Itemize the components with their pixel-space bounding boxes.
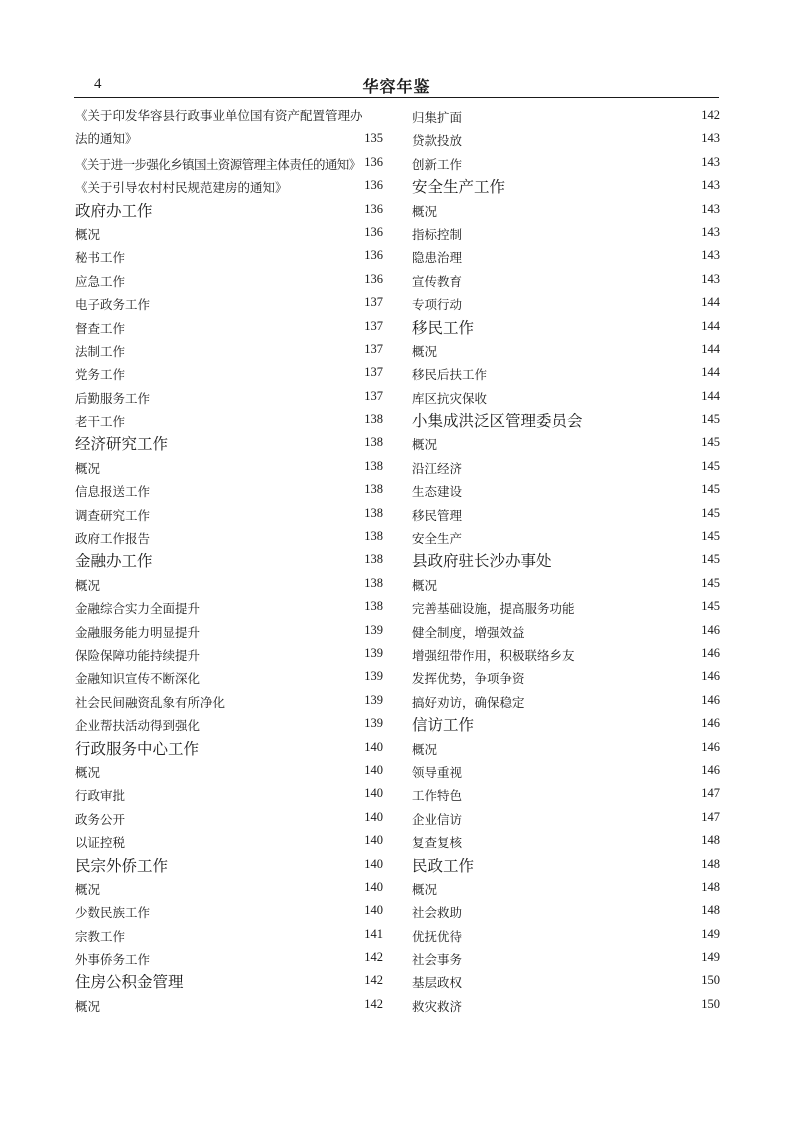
toc-entry-title: 沿江经济 xyxy=(412,460,463,476)
toc-entry-title: 概况 xyxy=(412,577,438,593)
toc-entry-title: 以证控税 xyxy=(75,835,126,851)
toc-entry xyxy=(412,782,720,805)
toc-entry-title: 专项行动 xyxy=(412,297,463,313)
toc-page-number: 147 xyxy=(701,786,720,801)
toc-entry xyxy=(412,595,720,618)
toc-page-number: 142 xyxy=(364,973,383,988)
toc-page-number: 143 xyxy=(701,224,720,239)
toc-page-number: 137 xyxy=(364,388,383,403)
toc-page-number: 138 xyxy=(364,599,383,614)
toc-page-number: 145 xyxy=(701,505,720,520)
toc-entry xyxy=(75,689,383,712)
toc-entry xyxy=(75,408,383,431)
toc-entry xyxy=(412,104,720,127)
toc-entry-title: 民宗外侨工作 xyxy=(75,856,169,875)
toc-entry-title: 社会民间融资乱象有所净化 xyxy=(75,694,226,710)
toc-entry xyxy=(412,291,720,314)
toc-entry xyxy=(75,244,383,267)
toc-entry xyxy=(412,268,720,291)
toc-entry xyxy=(75,899,383,922)
toc-entry xyxy=(75,174,383,197)
toc-page-number: 140 xyxy=(364,762,383,777)
toc-section-heading xyxy=(412,548,720,571)
toc-entry xyxy=(75,993,383,1016)
toc-page-number: 143 xyxy=(701,271,720,286)
toc-entry-title: 政务公开 xyxy=(75,811,126,827)
toc-entry xyxy=(412,759,720,782)
toc-section-heading xyxy=(75,548,383,571)
toc-entry xyxy=(412,385,720,408)
toc-entry-title: 概况 xyxy=(412,203,438,219)
toc-entry xyxy=(75,619,383,642)
toc-entry-title: 概况 xyxy=(75,881,101,897)
toc-page-number: 138 xyxy=(364,435,383,450)
toc-page-number: 144 xyxy=(701,341,720,356)
toc-entry xyxy=(75,455,383,478)
toc-entry xyxy=(75,782,383,805)
toc-entry-title: 概况 xyxy=(412,881,438,897)
toc-section-heading xyxy=(412,853,720,876)
page-header xyxy=(74,74,719,96)
toc-page-number: 138 xyxy=(364,529,383,544)
toc-page-number: 138 xyxy=(364,552,383,567)
toc-page-number: 145 xyxy=(701,482,720,497)
toc-entry-title: 发挥优势，争项争资 xyxy=(412,671,525,687)
toc-entry xyxy=(75,759,383,782)
toc-section-heading xyxy=(75,853,383,876)
toc-page-number: 140 xyxy=(364,856,383,871)
toc-page-number: 146 xyxy=(701,739,720,754)
toc-entry-title: 概况 xyxy=(75,460,101,476)
toc-entry xyxy=(412,689,720,712)
toc-page-number: 136 xyxy=(364,224,383,239)
toc-entry xyxy=(75,221,383,244)
toc-entry xyxy=(75,876,383,899)
toc-entry-title: 指标控制 xyxy=(412,226,463,242)
toc-entry-title: 后勤服务工作 xyxy=(75,390,151,406)
toc-entry xyxy=(412,665,720,688)
toc-entry-title: 保险保障功能持续提升 xyxy=(75,648,201,663)
toc-page-number: 135 xyxy=(364,131,383,145)
toc-entry-title: 民政工作 xyxy=(412,856,475,875)
toc-entry-title: 应急工作 xyxy=(75,273,126,289)
toc-page-number: 136 xyxy=(364,248,383,263)
toc-page-number: 140 xyxy=(364,786,383,801)
toc-page-number: 141 xyxy=(364,926,383,941)
toc-page-number: 145 xyxy=(701,458,720,473)
toc-page-number: 147 xyxy=(701,809,720,824)
toc-section-heading xyxy=(412,174,720,197)
toc-page-number: 144 xyxy=(701,388,720,403)
toc-entry xyxy=(412,642,720,665)
toc-page-number: 137 xyxy=(364,318,383,333)
toc-entry-title: 概况 xyxy=(75,577,101,593)
toc-page-number: 145 xyxy=(701,552,720,567)
toc-page-number: 137 xyxy=(364,365,383,380)
toc-page-number: 136 xyxy=(364,154,383,169)
toc-page-number: 148 xyxy=(701,833,720,848)
toc-entry xyxy=(412,969,720,992)
toc-page-number: 138 xyxy=(364,482,383,497)
toc-page-number: 140 xyxy=(364,739,383,754)
toc-entry-title: 金融办工作 xyxy=(75,552,153,571)
toc-entry-title: 老干工作 xyxy=(75,414,126,430)
toc-entry-title: 秘书工作 xyxy=(75,250,126,266)
toc-page-number: 137 xyxy=(364,295,383,310)
toc-page-number: 145 xyxy=(701,435,720,450)
toc-page-number: 138 xyxy=(364,458,383,473)
toc-page-number: 148 xyxy=(701,856,720,871)
toc-page-number: 139 xyxy=(364,716,383,731)
toc-page-number: 142 xyxy=(701,108,720,122)
toc-entry xyxy=(412,338,720,361)
toc-page-number: 148 xyxy=(701,903,720,918)
toc-entry xyxy=(412,198,720,221)
toc-entry-title: 政府工作报告 xyxy=(75,531,151,547)
toc-entry xyxy=(75,946,383,969)
toc-entry xyxy=(75,665,383,688)
toc-entry-title: 移民工作 xyxy=(412,318,475,337)
toc-entry-title: 党务工作 xyxy=(75,367,126,383)
toc-entry-title: 创新工作 xyxy=(412,156,463,172)
toc-entry-title: 概况 xyxy=(75,998,101,1014)
toc-entry xyxy=(75,291,383,314)
toc-entry-title: 救灾救济 xyxy=(412,998,463,1014)
toc-entry-title: 行政审批 xyxy=(75,788,126,804)
toc-page-number: 137 xyxy=(364,341,383,356)
toc-entry-title: 《关于进一步强化乡镇国土资源管理主体责任的通知》 xyxy=(75,156,361,172)
toc-entry xyxy=(75,595,383,618)
toc-page-number: 144 xyxy=(701,318,720,333)
toc-entry-title: 企业信访 xyxy=(412,811,463,827)
toc-section-heading xyxy=(75,431,383,454)
toc-entry xyxy=(75,806,383,829)
toc-entry-title: 概况 xyxy=(75,764,101,780)
toc-entry-title: 概况 xyxy=(412,741,438,757)
toc-entry-title: 外事侨务工作 xyxy=(75,952,151,968)
toc-page-number: 142 xyxy=(364,950,383,965)
toc-entry xyxy=(412,478,720,501)
toc-page-number: 145 xyxy=(701,575,720,590)
toc-entry-title: 宣传教育 xyxy=(412,273,463,289)
toc-entry-title: 少数民族工作 xyxy=(75,905,151,921)
toc-entry xyxy=(75,923,383,946)
toc-entry-title: 金融知识宣传不断深化 xyxy=(75,671,201,687)
toc-section-heading xyxy=(412,712,720,735)
toc-page-number: 140 xyxy=(364,833,383,848)
toc-page-number: 140 xyxy=(364,903,383,918)
toc-entry xyxy=(412,127,720,150)
toc-entry-title: 基层政权 xyxy=(412,975,463,991)
toc-entry-title: 搞好劝访，确保稳定 xyxy=(412,694,525,710)
toc-entry xyxy=(75,315,383,338)
toc-entry-title: 法制工作 xyxy=(75,343,126,359)
toc-entry-title: 企业帮扶活动得到强化 xyxy=(75,718,201,734)
toc-entry xyxy=(412,806,720,829)
toc-entry-title: 宗教工作 xyxy=(75,928,126,944)
toc-entry xyxy=(412,829,720,852)
toc-entry-title: 归集扩面 xyxy=(412,110,463,125)
toc-page-number: 143 xyxy=(701,201,720,216)
toc-entry-title: 《关于引导农村村民规范建房的通知》 xyxy=(75,180,288,196)
toc-entry-title: 社会事务 xyxy=(412,952,463,968)
toc-entry xyxy=(75,268,383,291)
toc-section-heading xyxy=(412,408,720,431)
toc-section-heading xyxy=(75,736,383,759)
toc-entry-title: 电子政务工作 xyxy=(75,297,151,313)
toc-page-number: 136 xyxy=(364,271,383,286)
toc-entry-title: 生态建设 xyxy=(412,484,463,500)
toc-page-number: 139 xyxy=(364,669,383,684)
toc-entry xyxy=(75,712,383,735)
toc-entry xyxy=(412,525,720,548)
toc-entry-title: 领导重视 xyxy=(412,764,463,780)
toc-page-number: 146 xyxy=(701,622,720,637)
toc-left-column xyxy=(75,104,383,1016)
toc-page-number: 146 xyxy=(701,669,720,684)
toc-entry xyxy=(75,478,383,501)
toc-entry xyxy=(75,104,383,151)
toc-entry-title: 调查研究工作 xyxy=(75,507,151,523)
toc-entry-title: 督查工作 xyxy=(75,320,126,336)
page-number: 4 xyxy=(94,76,102,92)
toc-entry-title: 工作特色 xyxy=(412,788,463,804)
toc-entry xyxy=(75,642,383,665)
book-title: 华容年鉴 xyxy=(362,77,431,96)
toc-page-number: 146 xyxy=(701,716,720,731)
toc-section-heading xyxy=(75,198,383,221)
toc-entry-title: 优抚优待 xyxy=(412,928,463,944)
toc-section-heading xyxy=(75,969,383,992)
toc-entry-title: 完善基础设施，提高服务功能 xyxy=(412,601,575,617)
header-rule xyxy=(74,97,719,98)
toc-page-number: 140 xyxy=(364,879,383,894)
toc-entry-title: 政府办工作 xyxy=(75,201,153,220)
toc-entry-title: 信息报送工作 xyxy=(75,484,151,500)
toc-entry xyxy=(412,455,720,478)
toc-entry xyxy=(412,244,720,267)
toc-entry xyxy=(412,993,720,1016)
toc-entry xyxy=(75,338,383,361)
toc-entry xyxy=(412,876,720,899)
toc-entry-title: 行政服务中心工作 xyxy=(75,739,200,758)
toc-entry-title: 经济研究工作 xyxy=(75,435,169,454)
toc-page-number: 150 xyxy=(701,996,720,1011)
toc-entry xyxy=(412,923,720,946)
toc-page-number: 150 xyxy=(701,973,720,988)
toc-entry xyxy=(412,572,720,595)
toc-entry-title: 社会救助 xyxy=(412,905,463,921)
toc-entry-title: 小集成洪泛区管理委员会 xyxy=(412,412,583,431)
toc-page-number: 138 xyxy=(364,412,383,427)
toc-page-number: 139 xyxy=(364,692,383,707)
toc-entry-title: 库区抗灾保收 xyxy=(412,390,488,406)
toc-page-number: 136 xyxy=(364,178,383,193)
toc-entry-title: 复查复核 xyxy=(412,835,463,851)
toc-entry xyxy=(412,736,720,759)
toc-entry xyxy=(412,361,720,384)
toc-entry xyxy=(412,899,720,922)
toc-page-number: 142 xyxy=(364,996,383,1011)
toc-entry-title: 隐患治理 xyxy=(412,250,463,266)
toc-entry-title: 移民后扶工作 xyxy=(412,367,488,383)
toc-entry xyxy=(412,431,720,454)
toc-entry xyxy=(412,946,720,969)
toc-entry-title: 住房公积金管理 xyxy=(75,973,184,992)
toc-entry-title: 健全制度，增强效益 xyxy=(412,624,525,640)
toc-page-number: 140 xyxy=(364,809,383,824)
toc-entry-title: 金融服务能力明显提升 xyxy=(75,624,201,640)
toc-page-number: 138 xyxy=(364,575,383,590)
toc-page-number: 145 xyxy=(701,529,720,544)
toc-page-number: 136 xyxy=(364,201,383,216)
toc-entry-title: 贷款投放 xyxy=(412,133,463,149)
toc-page-number: 148 xyxy=(701,879,720,894)
toc-page-number: 146 xyxy=(701,762,720,777)
toc-entry-title: 概况 xyxy=(75,226,101,242)
toc-entry-title: 《关于印发华容县行政事业单位国有资产配置管理办法的通知》 xyxy=(75,108,363,147)
toc-page-number: 144 xyxy=(701,365,720,380)
toc-entry xyxy=(75,829,383,852)
toc-page-number: 146 xyxy=(701,692,720,707)
toc-entry-title: 安全生产 xyxy=(412,531,463,547)
toc-page-number: 144 xyxy=(701,295,720,310)
toc-page-number: 138 xyxy=(364,505,383,520)
toc-entry xyxy=(412,619,720,642)
toc-entry-title: 安全生产工作 xyxy=(412,178,506,197)
toc-entry xyxy=(412,502,720,525)
toc-page-number: 139 xyxy=(364,622,383,637)
toc-entry-title: 信访工作 xyxy=(412,716,475,735)
toc-page-number: 143 xyxy=(701,131,720,146)
toc-right-column xyxy=(412,104,720,1016)
toc-page-number: 149 xyxy=(701,926,720,941)
toc-page-number: 143 xyxy=(701,154,720,169)
toc-entry-title: 金融综合实力全面提升 xyxy=(75,601,201,617)
toc-page-number: 149 xyxy=(701,950,720,965)
toc-entry xyxy=(75,502,383,525)
toc-entry-title: 县政府驻长沙办事处 xyxy=(412,552,552,571)
toc-entry xyxy=(75,385,383,408)
toc-entry xyxy=(75,151,383,174)
toc-entry-title: 增强纽带作用，积极联络乡友 xyxy=(412,647,575,663)
toc-entry xyxy=(75,525,383,548)
toc-page-number: 143 xyxy=(701,178,720,193)
toc-entry-title: 移民管理 xyxy=(412,507,463,523)
toc-page-number: 145 xyxy=(701,412,720,427)
toc-page-number: 146 xyxy=(701,645,720,660)
toc-entry xyxy=(75,361,383,384)
toc-entry-title: 概况 xyxy=(412,437,438,453)
toc-page-number: 139 xyxy=(364,646,383,660)
toc-section-heading xyxy=(412,315,720,338)
toc-entry xyxy=(412,221,720,244)
toc-entry-title: 概况 xyxy=(412,343,438,359)
toc-entry xyxy=(412,151,720,174)
toc-page-number: 145 xyxy=(701,599,720,614)
toc-page-number: 143 xyxy=(701,248,720,263)
toc-entry xyxy=(75,572,383,595)
